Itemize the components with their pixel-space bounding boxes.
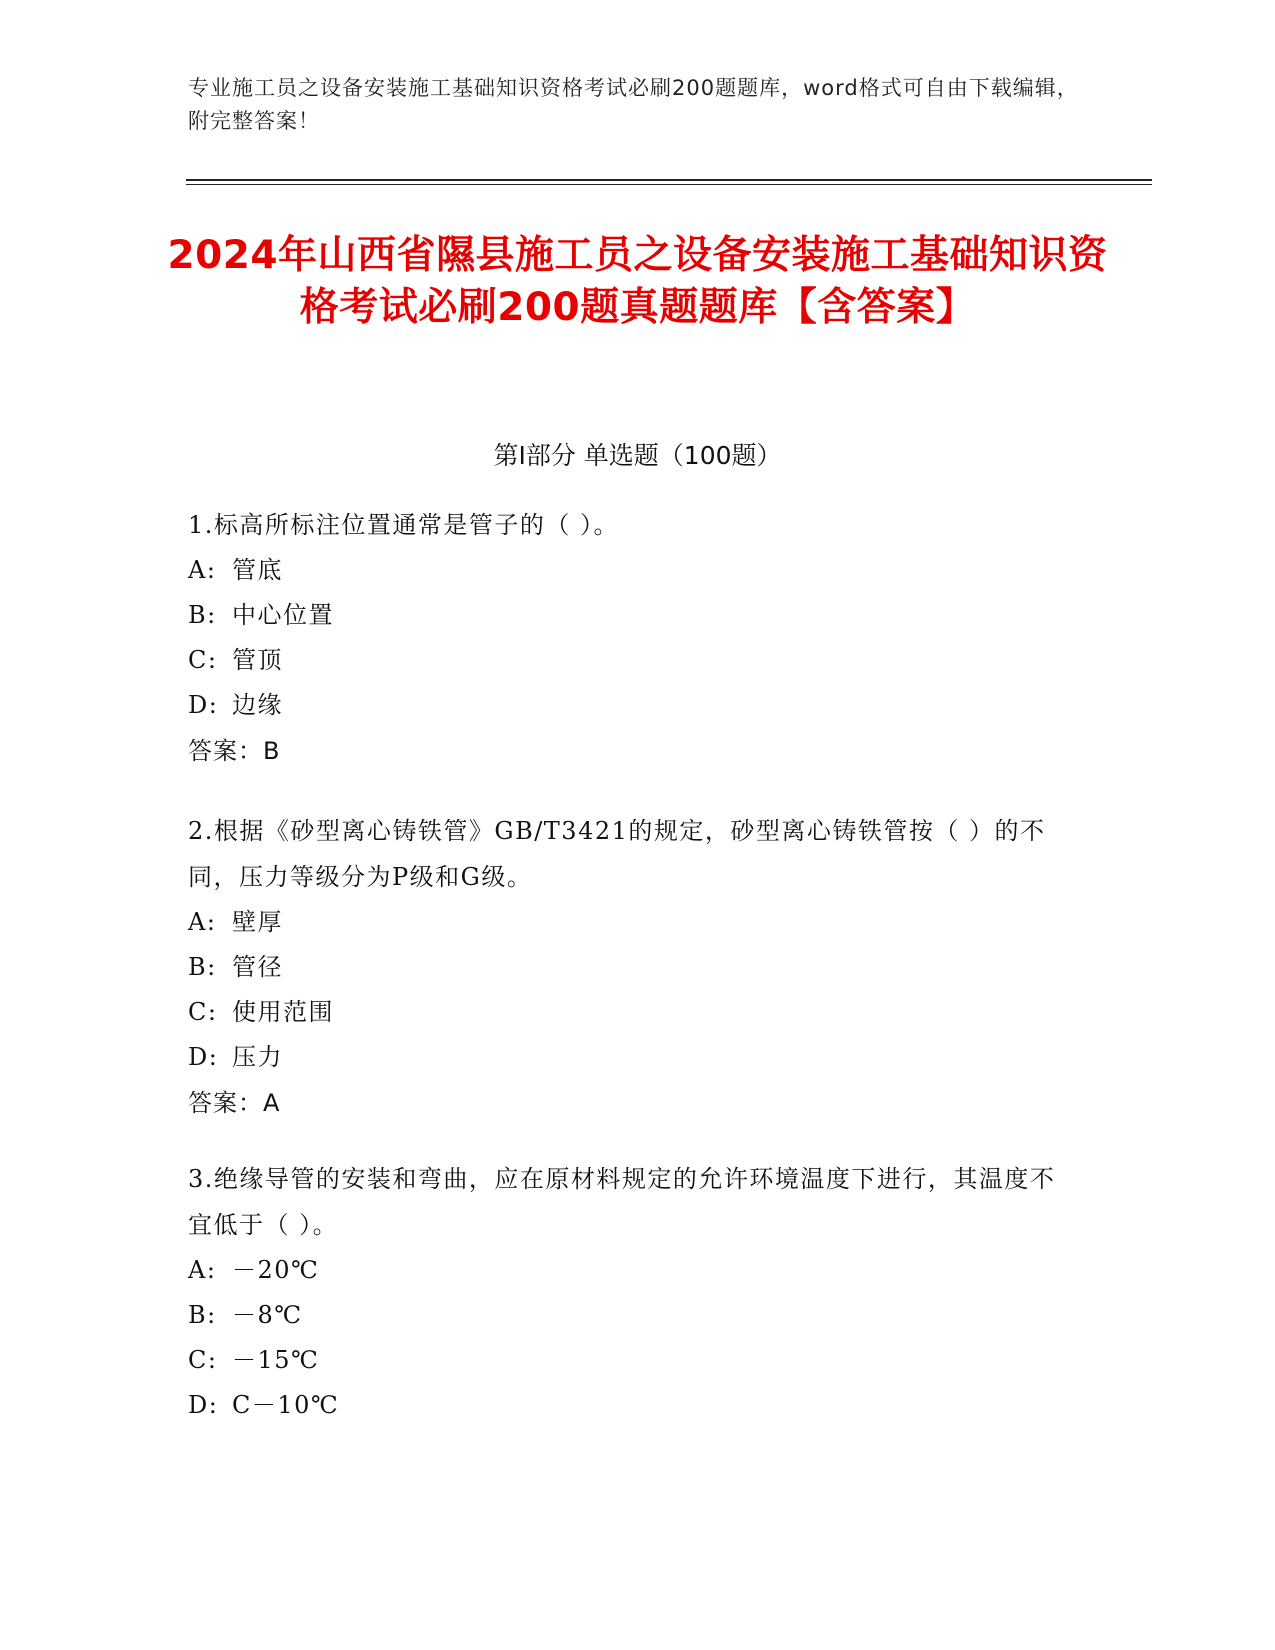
option-key: D: [188,1391,219,1419]
option-c [188,990,1068,1035]
option-d [188,683,1068,728]
option-d [188,1035,1068,1080]
question-stem: 1.标高所标注位置通常是管子的（ ）。 [188,511,620,539]
option-key: D: [188,1043,219,1071]
option-key: C: [188,646,218,674]
header-divider [186,179,1152,181]
document-title: 2024年山西省隰县施工员之设备安装施工基础知识资格考试必刷200题真题题库【含答案】 [167,233,1108,330]
option-c [188,638,1068,683]
option-a [188,1248,1068,1293]
option-text: 使用范围 [232,998,334,1026]
option-b [188,945,1068,990]
answer-value: A [263,1089,281,1117]
option-key: B: [188,953,217,981]
answer-label: 答案： [188,1089,263,1117]
option-text: 管径 [232,953,283,981]
question-1 [188,502,1068,774]
option-d [188,1383,1068,1428]
option-text: 压力 [232,1043,283,1071]
answer [188,728,1068,774]
header-note: 专业施工员之设备安装施工基础知识资格考试必刷200题题库，word格式可自由下载编辑，附完整答案！ [188,76,1079,133]
option-key: A: [188,1256,217,1284]
answer [188,1080,1068,1126]
option-text: －15℃ [232,1346,320,1374]
answer-label: 答案： [188,737,263,765]
option-b [188,593,1068,638]
option-key: C: [188,998,218,1026]
option-key: B: [188,1301,217,1329]
header-divider-thin [186,184,1152,185]
question-stem: 2.根据《砂型离心铸铁管》GB/T3421的规定，砂型离心铸铁管按（ ）的不同，压力等级分为P级和G级。 [188,817,1046,891]
option-text: 壁厚 [232,908,283,936]
option-text: 边缘 [232,691,283,719]
option-key: A: [188,908,217,936]
option-text: 管底 [232,556,283,584]
answer-value: B [263,737,281,765]
option-key: C: [188,1346,218,1374]
option-a [188,900,1068,945]
option-key: B: [188,601,217,629]
option-text: －8℃ [232,1301,303,1329]
question-2 [188,808,1068,1126]
question-3 [188,1156,1068,1428]
option-a [188,548,1068,593]
section-title: 第Ⅰ部分 单选题（100题） [493,441,782,470]
option-text: 管顶 [232,646,283,674]
option-text: 中心位置 [232,601,334,629]
option-key: A: [188,556,217,584]
option-key: D: [188,691,219,719]
option-text: －20℃ [232,1256,320,1284]
option-text: C－10℃ [232,1391,340,1419]
option-c [188,1338,1068,1383]
question-stem: 3.绝缘导管的安装和弯曲，应在原材料规定的允许环境温度下进行，其温度不宜低于（ ）。 [188,1165,1056,1239]
option-b [188,1293,1068,1338]
